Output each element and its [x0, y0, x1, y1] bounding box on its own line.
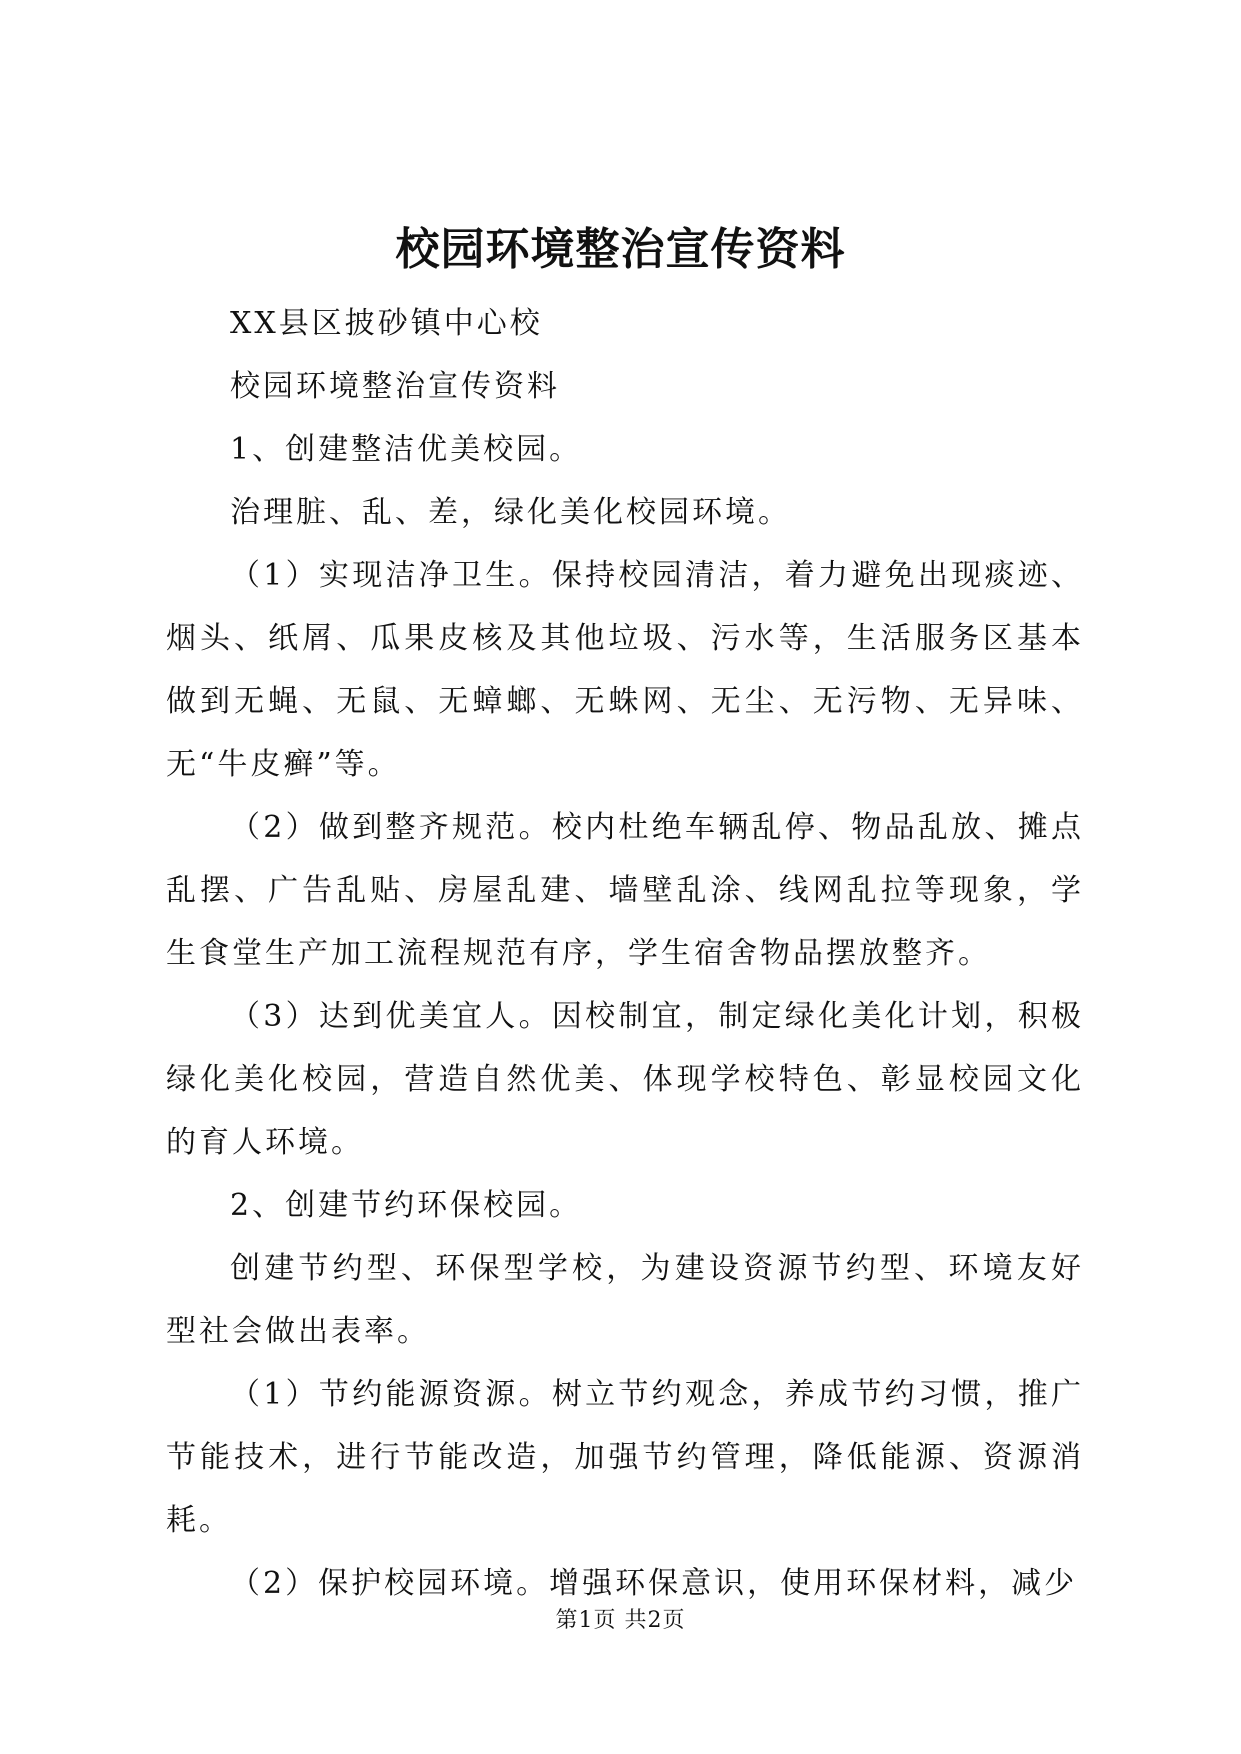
paragraph-item-2-1: （1）节约能源资源。树立节约观念，养成节约习惯，推广节能技术，进行节能改造，加强节约管理，降低能源、资源消耗。: [166, 1377, 1084, 1538]
paragraph-item-1-3: （3）达到优美宜人。因校制宜，制定绿化美化计划，积极绿化美化校园，营造自然优美、体现学校特色、彰显校园文化的育人环境。: [166, 999, 1084, 1160]
document-title: 校园环境整治宣传资料: [395, 224, 846, 275]
paragraph-subtitle: 校园环境整治宣传资料: [230, 369, 560, 404]
page-footer: 第1页 共2页: [555, 1608, 686, 1633]
paragraph-school-name: XX县区披砂镇中心校: [230, 306, 543, 341]
paragraph-item-1-1: （1）实现洁净卫生。保持校园清洁，着力避免出现痰迹、烟头、纸屑、瓜果皮核及其他垃圾、污水等，生活服务区基本做到无蝇、无鼠、无蟑螂、无蛛网、无尘、无污物、无异味、无“牛皮癣”等。: [166, 558, 1084, 782]
paragraph-section-2-heading: 2、创建节约环保校园。: [230, 1188, 583, 1223]
paragraph-section-2-intro: 创建节约型、环保型学校，为建设资源节约型、环境友好型社会做出表率。: [166, 1251, 1084, 1349]
paragraph-item-2-2: （2）保护校园环境。增强环保意识，使用环保材料，减少: [230, 1566, 1078, 1601]
paragraph-item-1-2: （2）做到整齐规范。校内杜绝车辆乱停、物品乱放、摊点乱摆、广告乱贴、房屋乱建、墙壁乱涂、线网乱拉等现象，学生食堂生产加工流程规范有序，学生宿舍物品摆放整齐。: [166, 810, 1084, 971]
document-body: [166, 292, 1084, 1615]
paragraph-section-1-intro: 治理脏、乱、差，绿化美化校园环境。: [230, 495, 791, 530]
paragraph-section-1-heading: 1、创建整洁优美校园。: [230, 432, 583, 467]
